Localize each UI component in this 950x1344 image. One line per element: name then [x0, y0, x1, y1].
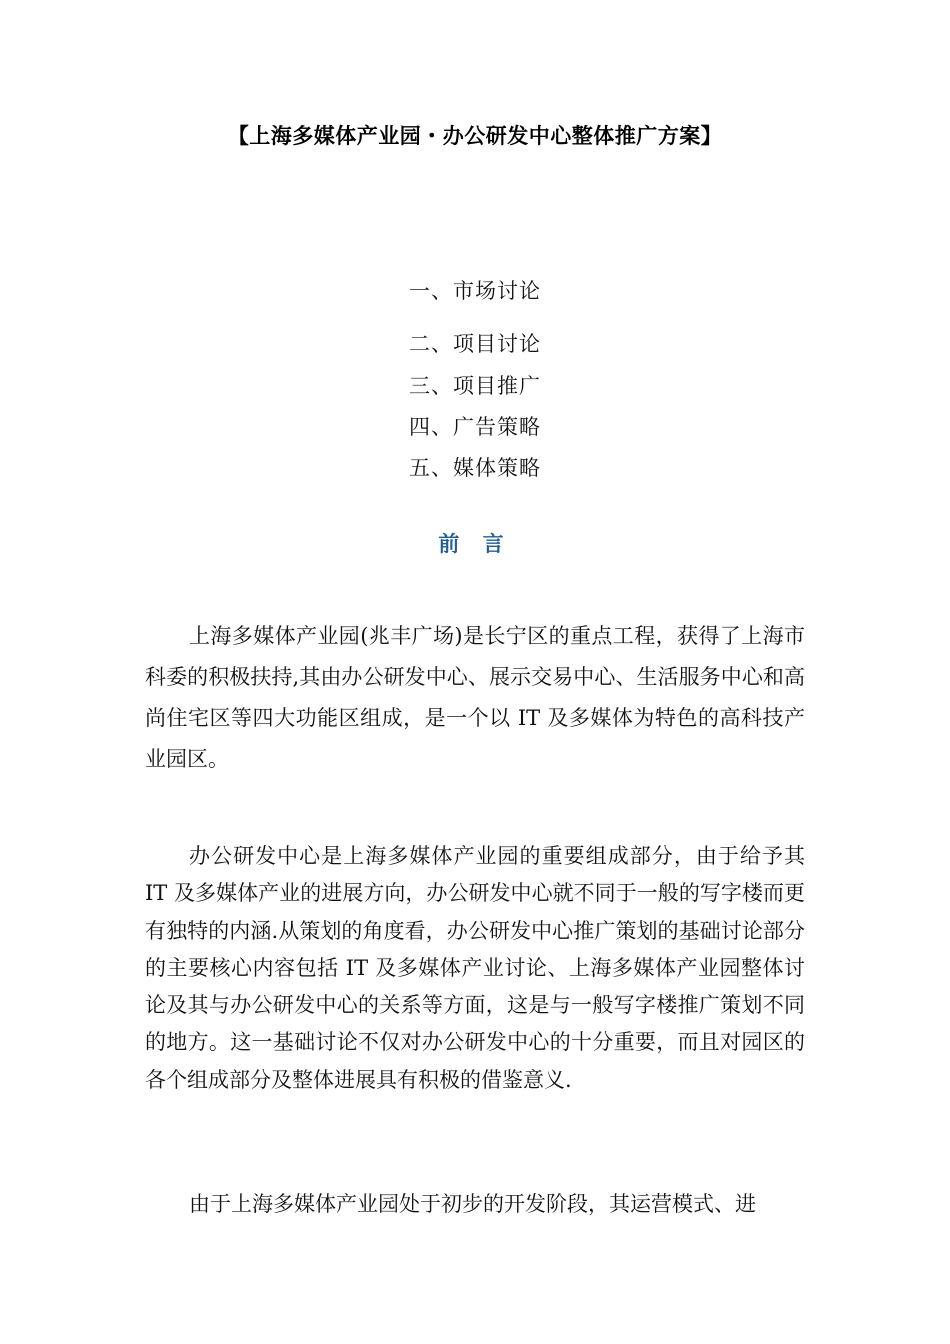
- toc-item-5: 五、媒体策略: [409, 456, 541, 480]
- toc-item-4: 四、广告策略: [409, 415, 541, 439]
- paragraph-3: 由于上海多媒体产业园处于初步的开发阶段，其运营模式、进: [189, 1192, 756, 1216]
- paragraph-1: 上海多媒体产业园(兆丰广场)是长宁区的重点工程，获得了上海市科委的积极扶持,其由办公研发中心、展示交易中心、生活服务中心和高尚住宅区等四大功能区组成，是一个以 IT 及多媒体为特色的高科技产业园区。: [145, 624, 805, 771]
- preface-heading: 前 言: [438, 532, 512, 556]
- toc-item-3: 三、项目推广: [409, 374, 541, 398]
- toc-item-2: 二、项目讨论: [409, 332, 541, 356]
- toc-item-1: 一、市场讨论: [409, 279, 541, 303]
- paragraph-2: 办公研发中心是上海多媒体产业园的重要组成部分，由于给予其 IT 及多媒体产业的进展方向，办公研发中心就不同于一般的写字楼而更有独特的内涵.从策划的角度看，办公研发中心推广策划的基础讨论部分的主要核心内容包括 IT 及多媒体产业讨论、上海多媒体产业园整体讨论及其与办公研发中心的关系等方面，这是与一般写字楼推广策划不同的地方。这一基础讨论不仅对办公研发中心的十分重要，而且对园区的各个组成部分及整体进展具有积极的借鉴意义.: [145, 844, 805, 1092]
- document-title: 【上海多媒体产业园・办公研发中心整体推广方案】: [227, 124, 723, 148]
